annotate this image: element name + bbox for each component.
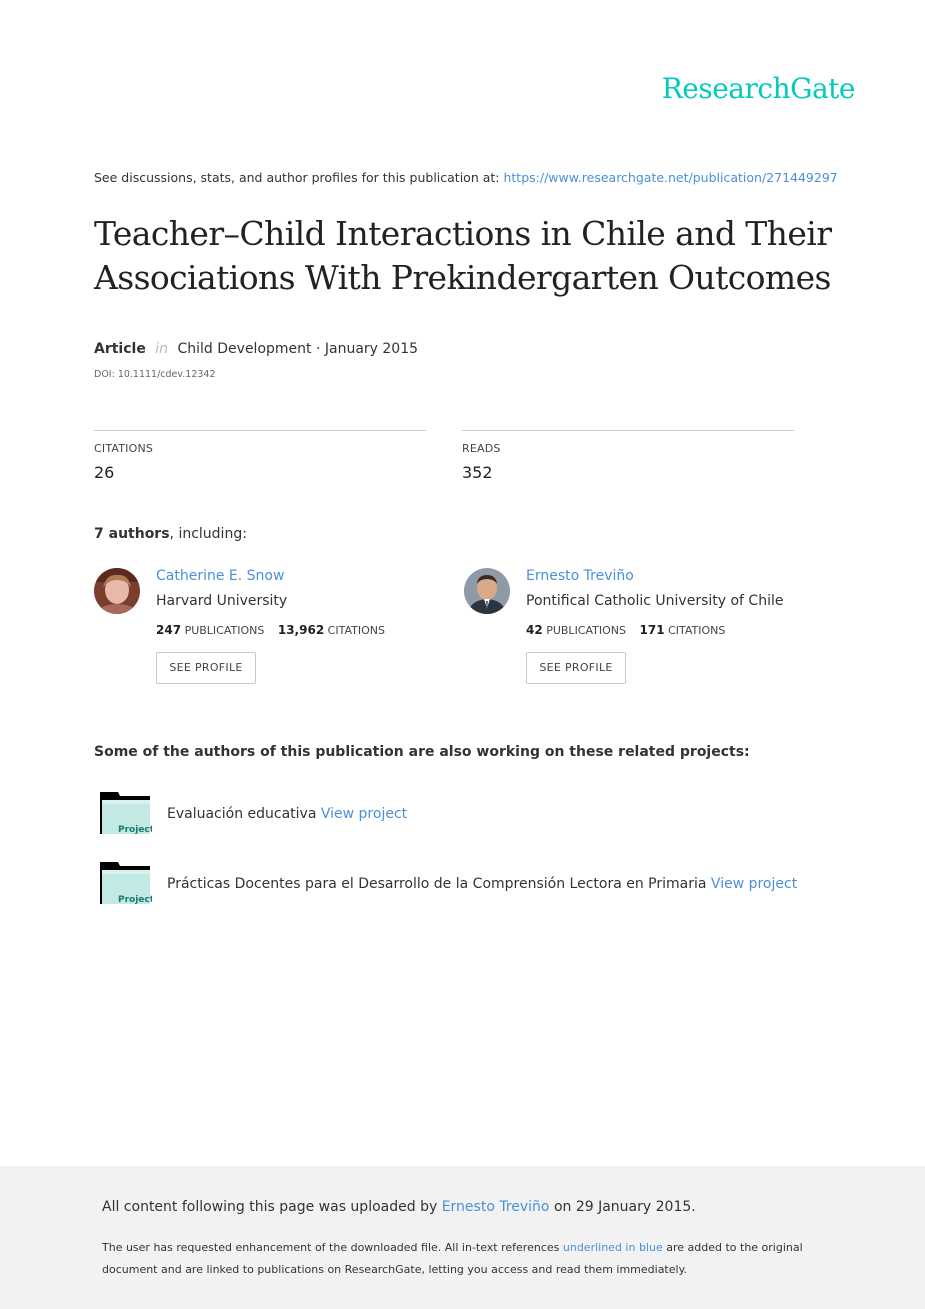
uploaded-prefix: All content following this page was uploaded by [102,1199,442,1215]
project-icon-label: Project [118,895,152,904]
author-publications-count: 247 [156,623,182,637]
title-line-2: Associations With Prekindergarten Outcomes [94,258,831,297]
project-folder-icon [98,792,152,834]
in-label: in [155,341,169,357]
view-project-link[interactable]: View project [710,876,798,892]
researchgate-logo[interactable]: ResearchGate [661,72,855,105]
authors-including: , including: [169,526,247,542]
uploader-link[interactable]: Ernesto Treviño [441,1199,550,1215]
view-project-link[interactable]: View project [320,806,408,822]
citations-label: CITATIONS [94,442,154,455]
project-text [167,876,797,892]
doi: DOI: 10.1111/cdev.12342 [94,369,216,380]
author-publications-label: PUBLICATIONS [184,624,265,637]
author-card [94,566,474,688]
citations-stat [94,430,426,482]
author-stats [526,623,725,637]
note-suffix: are added to the original document and are linked to publications on ResearchGate, letting you access and read them immediately. [102,1241,803,1276]
project-folder-icon [98,862,152,904]
project-text [167,806,407,822]
author-card [464,566,844,688]
note-prefix: The user has requested enhancement of the downloaded file. All in-text references [102,1241,563,1254]
project-icon-label: Project [118,825,152,834]
reads-label: READS [462,442,501,455]
author-citations-label: CITATIONS [327,624,385,637]
author-stats [156,623,385,637]
author-institution: Pontifical Catholic University of Chile [526,593,784,609]
authors-count: 7 authors [94,526,170,542]
project-name: Prácticas Docentes para el Desarrollo de la Comprensión Lectora en Primaria [167,876,707,892]
author-citations-count: 13,962 [277,623,325,637]
author-citations-label: CITATIONS [668,624,726,637]
reads-stat [462,430,794,482]
journal-date: Child Development · January 2015 [177,341,419,357]
footer [0,1166,925,1309]
see-discussions-text: See discussions, stats, and author profiles for this publication at: [94,170,504,185]
uploaded-suffix: on 29 January 2015. [549,1199,696,1215]
underlined-in-blue-link[interactable]: underlined in blue [562,1241,663,1254]
author-citations-count: 171 [639,623,665,637]
author-institution: Harvard University [156,593,288,609]
project-item [98,792,818,836]
publication-meta [94,341,418,357]
reads-value: 352 [462,463,493,482]
publication-title [94,212,854,300]
author-avatar[interactable] [94,568,140,614]
citations-value: 26 [94,463,115,482]
author-name-link[interactable]: Ernesto Treviño [526,568,634,584]
author-publications-count: 42 [526,623,543,637]
author-publications-label: PUBLICATIONS [546,624,626,637]
see-discussions-line [94,170,838,185]
related-projects-heading: Some of the authors of this publication are also working on these related projects: [94,744,750,760]
see-profile-button[interactable]: SEE PROFILE [156,652,256,684]
project-name: Evaluación educativa [167,806,317,822]
see-profile-button[interactable]: SEE PROFILE [526,652,626,684]
publication-url-link[interactable]: https://www.researchgate.net/publication/271449297 [503,170,838,185]
enhancement-note [102,1237,842,1281]
title-line-1: Teacher–Child Interactions in Chile and Their [94,214,832,253]
author-avatar[interactable] [464,568,510,614]
project-item [98,862,818,906]
publication-type: Article [94,341,146,357]
authors-heading [94,526,247,542]
author-name-link[interactable]: Catherine E. Snow [156,568,285,584]
uploaded-by-line [102,1199,696,1215]
